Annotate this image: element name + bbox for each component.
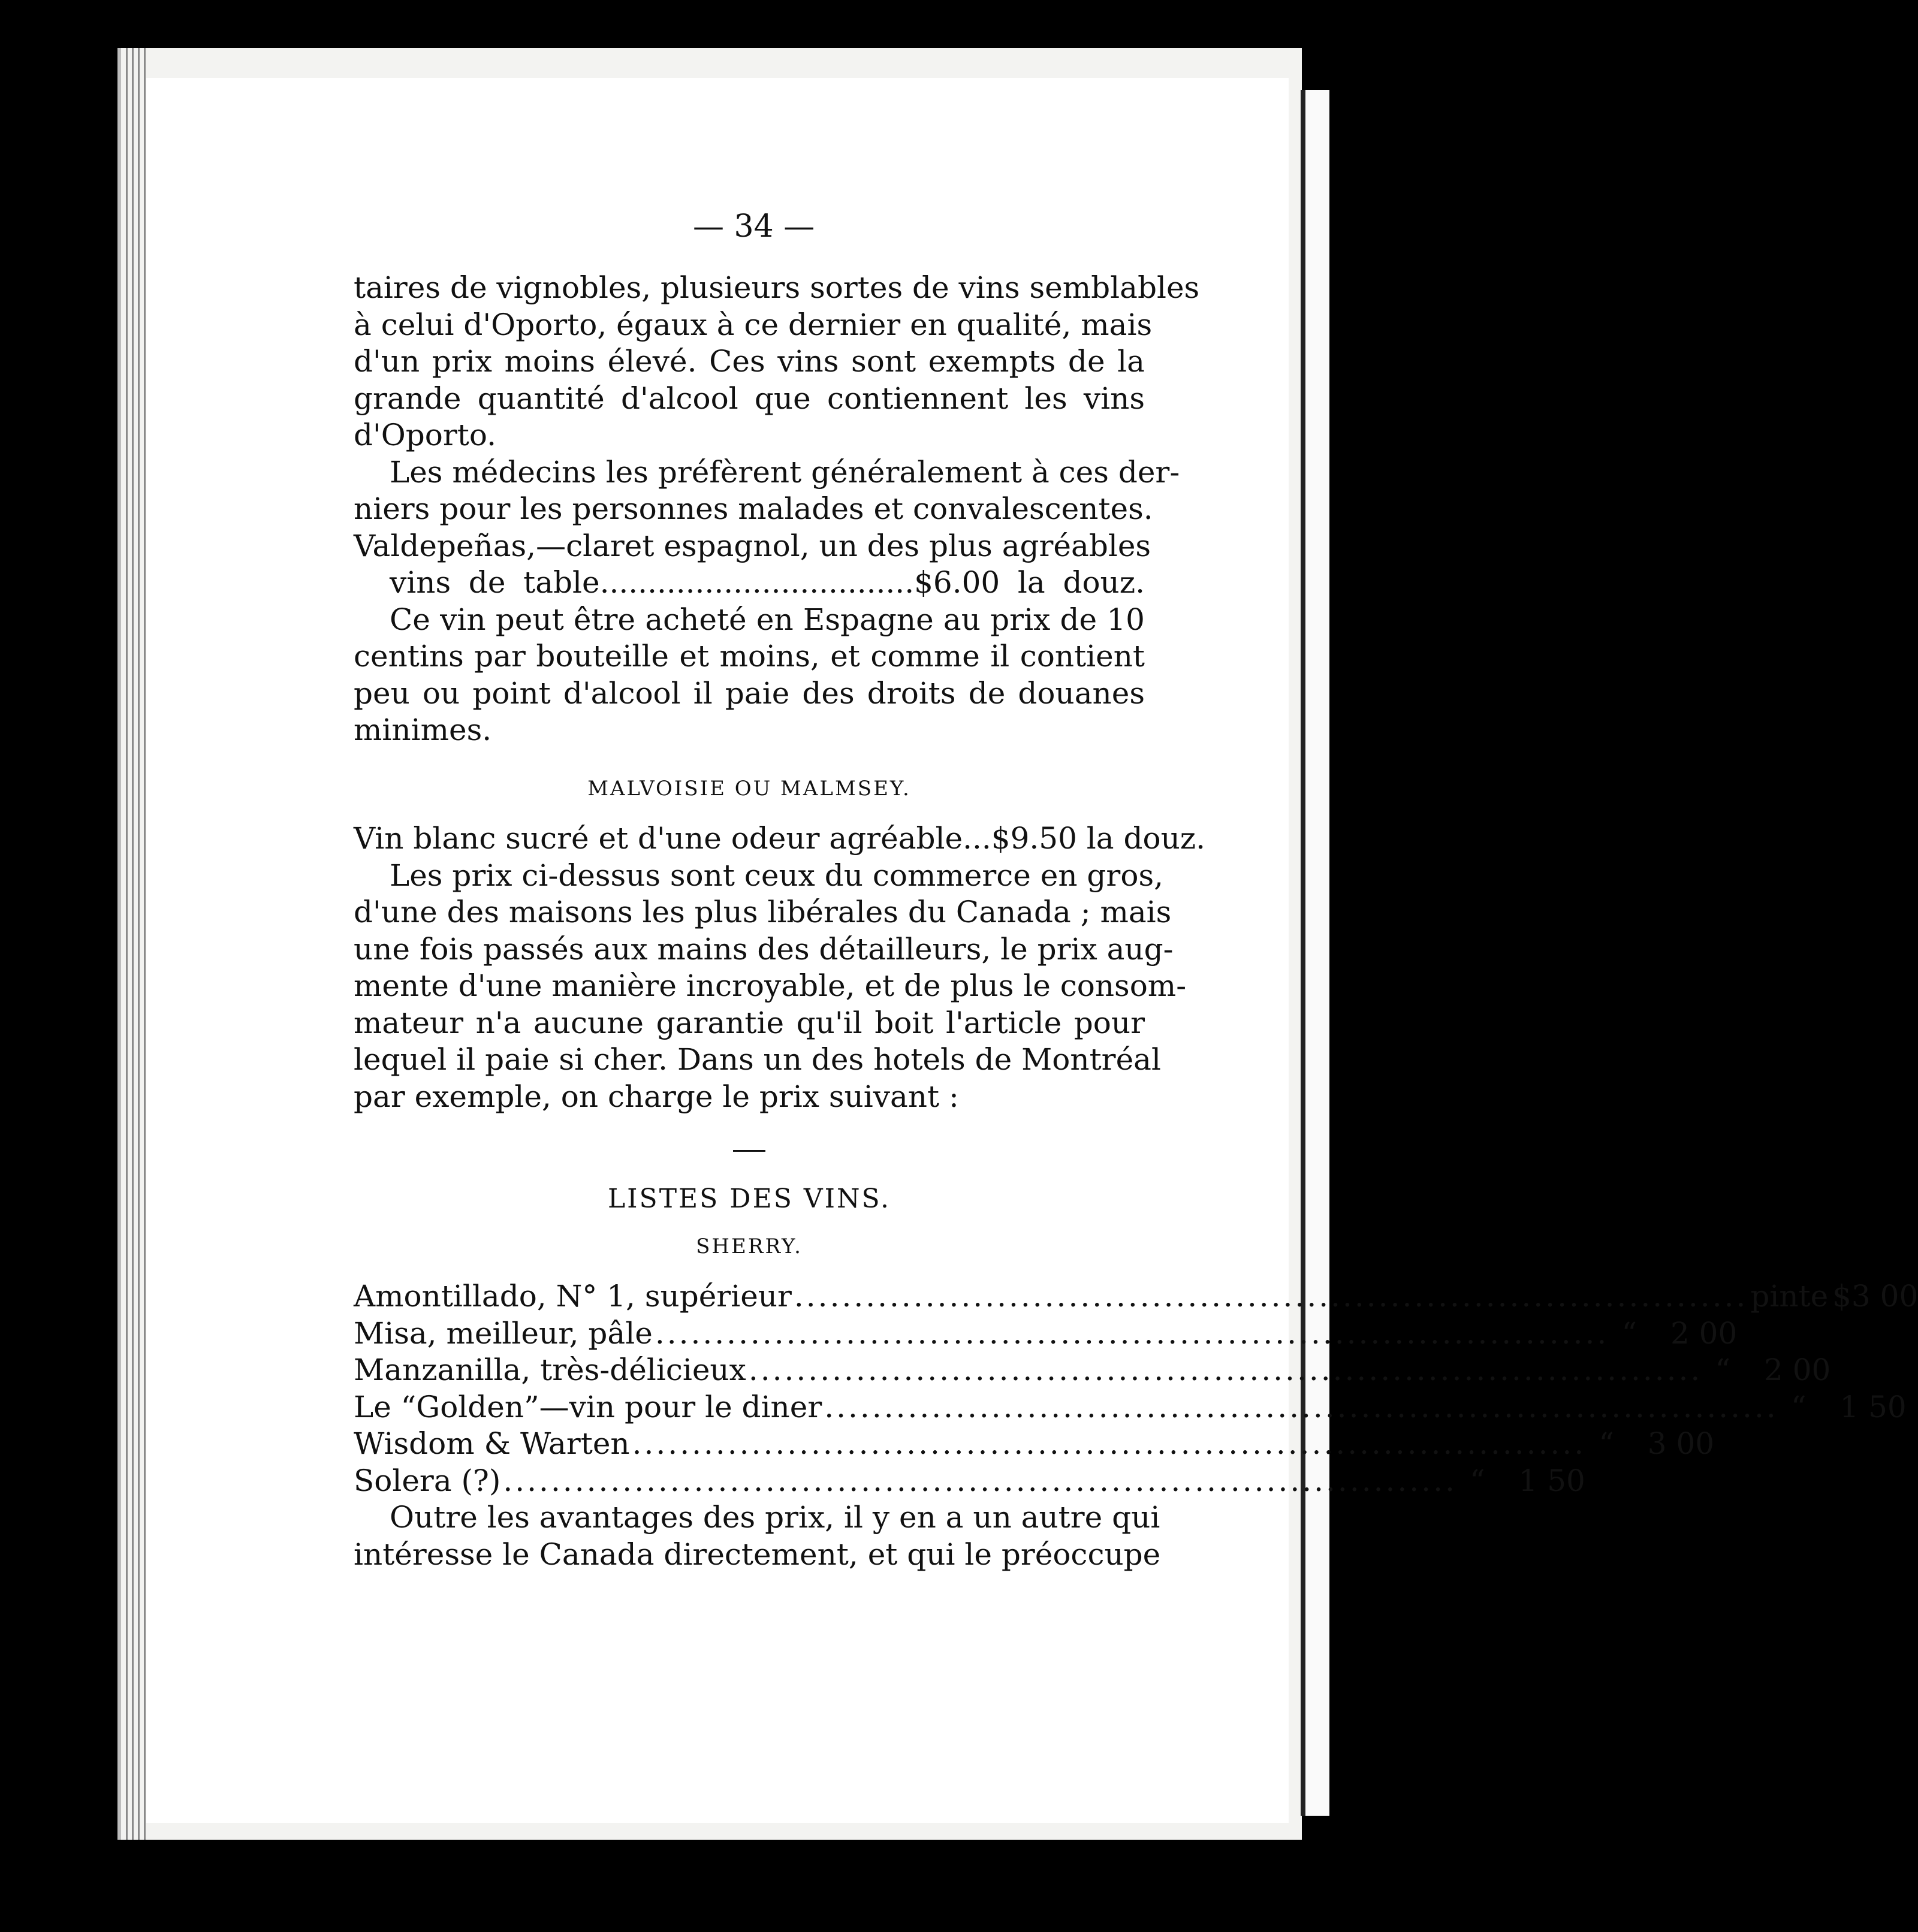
text-line: une fois passés aux mains des détailleurs, le prix aug- <box>354 931 1174 967</box>
wine-unit: “ <box>1470 1463 1485 1498</box>
wine-name: Wisdom & Warten <box>354 1426 630 1461</box>
wine-price-list <box>354 1278 1918 1499</box>
section-divider <box>733 1150 765 1152</box>
wine-price: 2 00 <box>1764 1353 1831 1387</box>
wine-name: Solera (?) <box>354 1463 501 1498</box>
text-line: Outre les avantages des prix, il y en a un autre qui <box>390 1500 1160 1535</box>
text-line: d'une des maisons les plus libérales du Canada ; mais <box>354 895 1172 929</box>
section-heading-sherry: SHERRY. <box>696 1234 803 1258</box>
text-line: d'un prix moins élevé. Ces vins sont exempts de la <box>354 344 1145 379</box>
wine-price: 3 00 <box>1647 1426 1715 1461</box>
dot-leader: ................................................................................ <box>655 1315 1609 1351</box>
paragraph-3 <box>354 602 1145 749</box>
text-line: vins de table.................................$6.00 la douz. <box>390 565 1145 600</box>
wine-row <box>354 1315 1738 1353</box>
facing-page-edge <box>1301 90 1329 1816</box>
text-line: mateur n'a aucune garantie qu'il boit l'article pour <box>354 1005 1145 1040</box>
page-edge <box>144 48 146 1840</box>
dot-leader: ................................................................................ <box>503 1463 1457 1498</box>
page-body <box>354 270 1918 1573</box>
page-edge <box>132 48 134 1840</box>
wine-price: 2 00 <box>1670 1315 1738 1351</box>
paragraph-4 <box>354 858 1187 1116</box>
wine-price: 1 50 <box>1518 1463 1585 1498</box>
page-edge <box>126 48 128 1840</box>
text-line: centins par bouteille et moins, et comme il contient <box>354 639 1145 674</box>
text-line: par exemple, on charge le prix suivant : <box>354 1079 959 1114</box>
wine-name: Amontillado, N° 1, supérieur <box>354 1279 792 1314</box>
wine-unit: “ <box>1599 1426 1614 1461</box>
text-line: à celui d'Oporto, égaux à ce dernier en qualité, mais <box>354 307 1153 342</box>
page-edge <box>138 48 140 1840</box>
wine-name: Manzanilla, très-délicieux <box>354 1353 746 1387</box>
text-line: peu ou point d'alcool il paie des droits de douanes <box>354 675 1145 711</box>
text-line: grande quantité d'alcool que contiennent les vins <box>354 381 1145 416</box>
text-line: lequel il paie si cher. Dans un des hotels de Montréal <box>354 1042 1161 1077</box>
text-line: Les médecins les préfèrent généralement à ces der- <box>390 454 1180 490</box>
wine-row <box>354 1426 1715 1463</box>
dot-leader: ................................................................................ <box>824 1389 1778 1424</box>
wine-price: 1 50 <box>1839 1389 1907 1424</box>
text-line: Ce vin peut être acheté en Espagne au prix de 10 <box>390 602 1145 637</box>
text-line: d'Oporto. <box>354 418 496 452</box>
paragraph-1 <box>354 270 1200 454</box>
text-line: mente d'une manière incroyable, et de plus le consom- <box>354 968 1187 1003</box>
section-heading-malvoisie: MALVOISIE OU MALMSEY. <box>587 776 911 801</box>
wine-row <box>354 1352 1831 1389</box>
section-heading-wine-list: LISTES DES VINS. <box>607 1184 891 1214</box>
paragraph-2 <box>354 454 1180 528</box>
text-line: minimes. <box>354 713 492 747</box>
text-line: Valdepeñas,—claret espagnol, un des plus agréables <box>354 528 1151 563</box>
wine-unit: pinte <box>1750 1279 1829 1314</box>
wine-price: $3 00 <box>1832 1279 1918 1314</box>
wine-row <box>354 1278 1918 1315</box>
dot-leader: ................................................................................ <box>748 1353 1703 1387</box>
paragraph-5 <box>354 1499 1161 1573</box>
text-line: intéresse le Canada directement, et qui le préoccupe <box>354 1536 1161 1572</box>
text-line: niers pour les personnes malades et convalescentes. <box>354 491 1153 526</box>
malvoisie-price-line: Vin blanc sucré et d'une odeur agréable...$9.50 la douz. <box>354 821 1206 856</box>
page-number: — 34 — <box>693 209 815 244</box>
wine-unit: “ <box>1790 1389 1807 1424</box>
dot-leader: ................................................................................ <box>632 1426 1587 1461</box>
wine-row <box>354 1463 1585 1500</box>
text-line: Les prix ci-dessus sont ceux du commerce en gros, <box>390 858 1163 893</box>
wine-row <box>354 1389 1907 1426</box>
wine-unit: “ <box>1621 1315 1637 1351</box>
text-line: taires de vignobles, plusieurs sortes de vins semblables <box>354 270 1200 305</box>
wine-name: Le “Golden”—vin pour le diner <box>354 1389 822 1424</box>
valdepenas-entry <box>354 528 1151 602</box>
wine-unit: “ <box>1715 1353 1731 1387</box>
dot-leader: ................................................................................ <box>794 1279 1748 1314</box>
wine-name: Misa, meilleur, pâle <box>354 1315 653 1351</box>
